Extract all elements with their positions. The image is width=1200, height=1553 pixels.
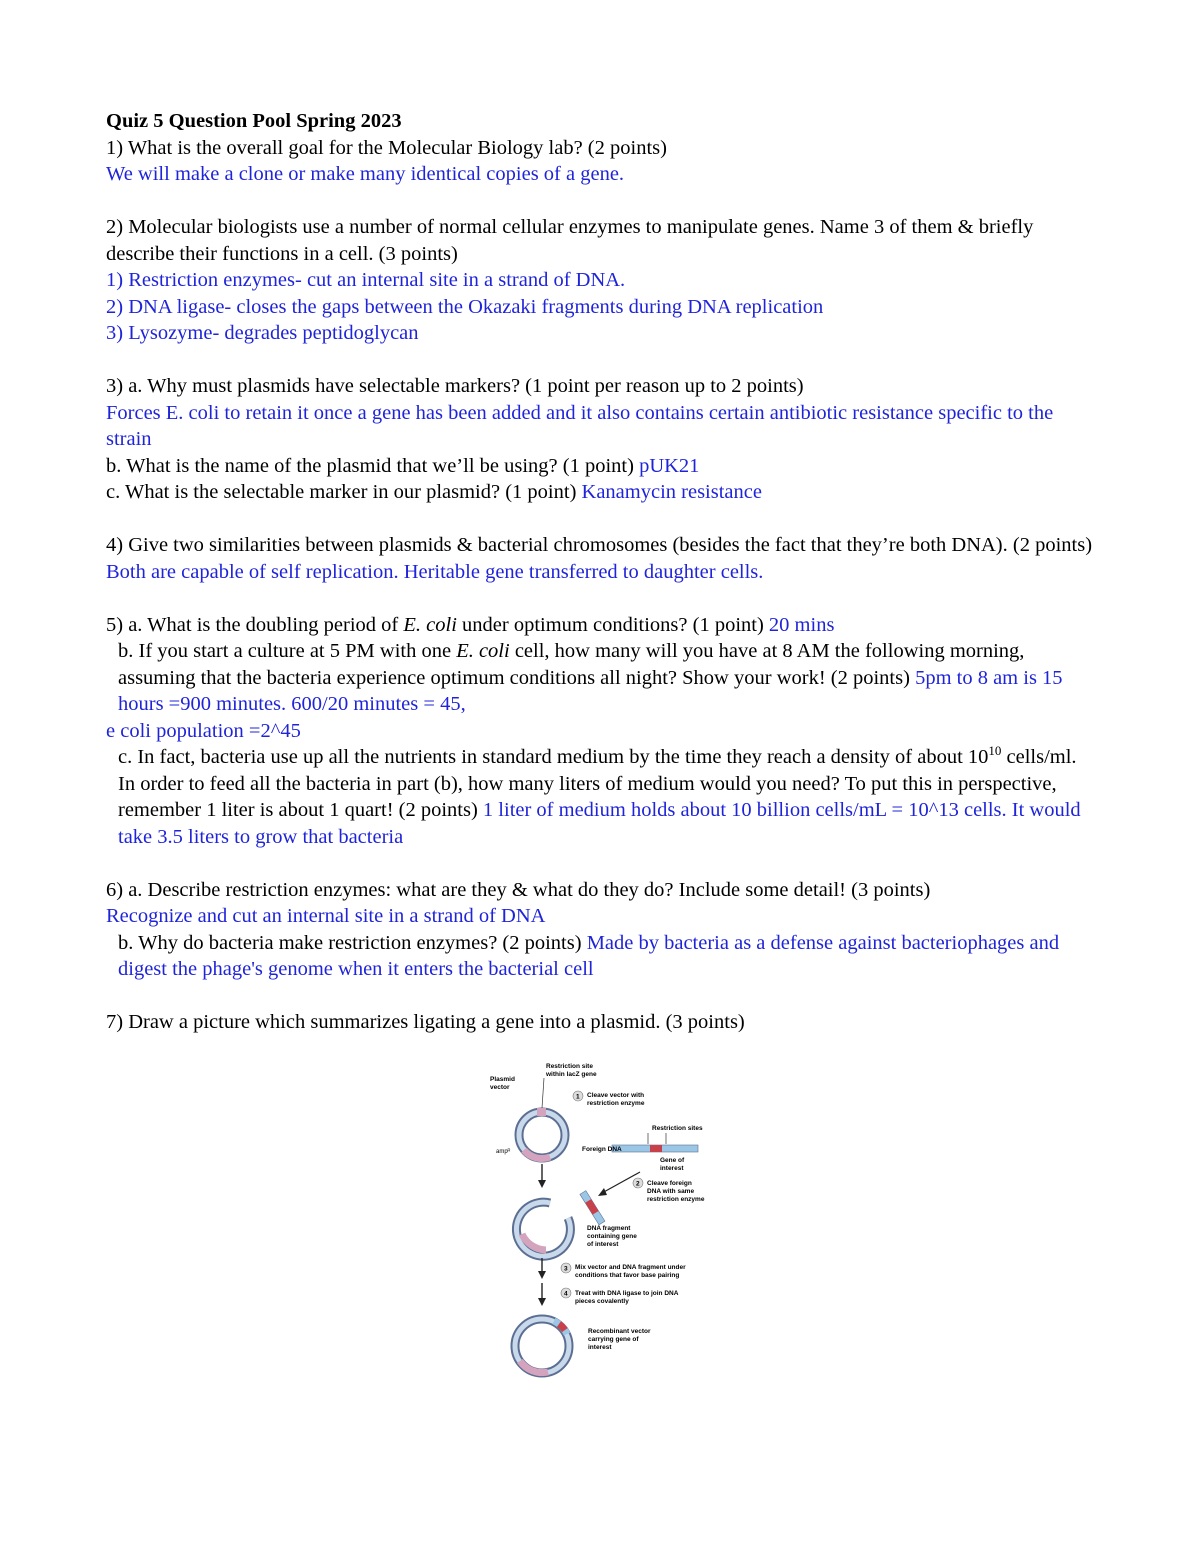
ligation-diagram: [480, 1058, 740, 1383]
species-name: E. coli: [456, 640, 510, 662]
lacz-region: [537, 1108, 546, 1116]
restriction-site-label: within lacZ gene: [546, 1071, 597, 1078]
arrowhead: [598, 1188, 607, 1196]
answer-1: We will make a clone or make many identical copies of a gene.: [106, 163, 625, 185]
question-6b: b. Why do bacteria make restriction enzymes? (2 points): [118, 931, 582, 954]
recombinant-label: carrying gene of: [588, 1336, 639, 1343]
question-5a-text: 5) a. What is the doubling period of: [106, 613, 399, 636]
answer-5b: 5pm to 8 am is 15 hours =900 minutes. 600/20 minutes = 45,: [118, 666, 1063, 715]
question-5b-line: [106, 638, 1096, 718]
plasmid-vector: [519, 1108, 565, 1158]
step-4-label: Treat with DNA ligase to join DNA: [575, 1290, 679, 1297]
exponent: 10: [988, 743, 1002, 759]
question-6a: 6) a. Describe restriction enzymes: what are they & what do they do? Include some detail! (3 points): [106, 878, 931, 901]
dna-fragment: [580, 1191, 605, 1225]
restriction-sites-label: Restriction sites: [652, 1125, 703, 1132]
dna-fragment-label: DNA fragment: [587, 1225, 631, 1232]
step-2-label: Cleave foreign: [647, 1180, 692, 1187]
step-3-label: conditions that favor base pairing: [575, 1272, 680, 1279]
step-1-number: 1: [576, 1093, 580, 1101]
page-title: Quiz 5 Question Pool Spring 2023: [106, 110, 402, 132]
step-1-label: Cleave vector with: [587, 1092, 645, 1099]
question-5c-text: c. In fact, bacteria use up all the nutrients in standard medium by the time they reach a density of about 10: [118, 746, 989, 768]
step-3-number: 3: [564, 1265, 568, 1273]
question-5b-text: cell, how many will you have at 8 AM the following morning, assuming that the bacteria experience optimum conditions all night? Show your work! (2 points): [118, 640, 1025, 689]
species-name: E. coli: [403, 613, 457, 636]
answer-3b: pUK21: [639, 454, 700, 477]
answer-5c: 1 liter of medium holds about 10 billion cells/mL = 10^13 cells. It would take 3.5 liters to grow that bacteria: [118, 799, 1081, 848]
answer-6b: Made by bacteria as a defense against bacteriophages and digest the phage's genome when it enters the bacterial cell: [118, 931, 1060, 980]
answer-3a: Forces E. coli to retain it once a gene has been added and it also contains certain antibiotic resistance specific to the strain: [106, 401, 1054, 450]
answer-2-item: 2) DNA ligase- closes the gaps between the Okazaki fragments during DNA replication: [106, 295, 824, 318]
restriction-site-label: Restriction site: [546, 1063, 593, 1070]
question-5b-text: b. If you start a culture at 5 PM with one: [118, 640, 452, 662]
question-3a: 3) a. Why must plasmids have selectable markers? (1 point per reason up to 2 points): [106, 375, 804, 397]
dna-fragment-label: of interest: [587, 1241, 619, 1248]
question-3c: c. What is the selectable marker in our plasmid? (1 point): [106, 481, 577, 503]
arrowhead: [538, 1271, 546, 1279]
question-3b: b. What is the name of the plasmid that we’ll be using? (1 point): [106, 454, 634, 477]
answer-6a: Recognize and cut an internal site in a strand of DNA: [106, 905, 546, 927]
recombinant-vector: [515, 1319, 569, 1373]
question-3c-line: [106, 479, 1096, 506]
step-2-label: DNA with same: [647, 1188, 695, 1195]
recombinant-label: interest: [588, 1344, 612, 1351]
step-2-number: 2: [636, 1180, 640, 1188]
quiz-content: [106, 108, 1096, 1036]
pointer-line: [542, 1078, 544, 1108]
question-3b-line: [106, 453, 1096, 480]
dna-fragment-label: containing gene: [587, 1233, 637, 1240]
step-2-label: restriction enzyme: [647, 1196, 705, 1203]
question-5c-line: [106, 744, 1096, 850]
question-4: 4) Give two similarities between plasmids & bacterial chromosomes (besides the fact that they’re both DNA). (2 points): [106, 534, 1093, 556]
foreign-dna-label: Foreign DNA: [582, 1146, 622, 1153]
question-1: 1) What is the overall goal for the Molecular Biology lab? (2 points): [106, 136, 667, 159]
gene-of-interest-label: Gene of: [660, 1157, 685, 1164]
answer-4: Both are capable of self replication. Heritable gene transferred to daughter cells.: [106, 560, 764, 583]
answer-2-item: 3) Lysozyme- degrades peptidoglycan: [106, 322, 419, 344]
plasmid-vector-label: Plasmid: [490, 1076, 515, 1083]
answer-5a: 20 mins: [768, 613, 835, 636]
question-7: 7) Draw a picture which summarizes ligating a gene into a plasmid. (3 points): [106, 1011, 745, 1033]
question-2: 2) Molecular biologists use a number of normal cellular enzymes to manipulate genes. Name 3 of them & briefly describe their functions in a cell. (3 points): [106, 216, 1034, 265]
question-5c-text: cells/ml. In order to feed all the bacteria in part (b), how many liters of medium would you need? To put this in perspective, remember 1 liter is about 1 quart! (2 points): [118, 746, 1077, 821]
answer-5b-continued: e coli population =2^45: [106, 719, 301, 742]
step-4-number: 4: [564, 1290, 568, 1298]
question-5a-line: [106, 612, 1096, 639]
step-1-label: restriction enzyme: [587, 1100, 645, 1107]
gene-of-interest-segment: [650, 1145, 662, 1152]
plasmid-vector-label: vector: [490, 1084, 510, 1091]
answer-2-item: 1) Restriction enzymes- cut an internal site in a strand of DNA.: [106, 269, 626, 291]
cut-plasmid: [516, 1202, 570, 1256]
step-3-label: Mix vector and DNA fragment under: [575, 1264, 686, 1271]
step-4-label: pieces covalently: [575, 1298, 629, 1305]
arrowhead: [538, 1298, 546, 1306]
question-6b-line: [106, 930, 1096, 983]
question-5a-text: under optimum conditions? (1 point): [462, 613, 764, 636]
recombinant-label: Recombinant vector: [588, 1328, 651, 1335]
question-4-line: [106, 532, 1096, 585]
amp-label: ampᴿ: [496, 1149, 511, 1155]
inserted-gene: [559, 1324, 565, 1330]
answer-3c: Kanamycin resistance: [581, 481, 762, 503]
gene-of-interest-label: interest: [660, 1165, 684, 1172]
arrowhead: [538, 1180, 546, 1188]
